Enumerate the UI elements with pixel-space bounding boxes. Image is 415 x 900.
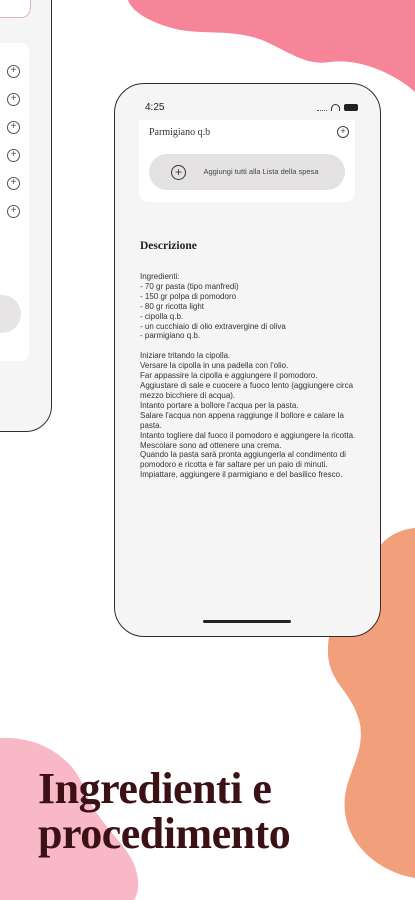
- add-circle-icon: +: [7, 65, 20, 78]
- status-icons: [317, 103, 358, 111]
- step-line: Quando la pasta sarà pronta aggiungerla al condimento di pomodoro e ricotta e far saltare per un paio di minuti.: [140, 450, 346, 470]
- add-circle-icon: +: [7, 121, 20, 134]
- headline-line-2: procedimento: [38, 809, 291, 858]
- add-circle-icon: +: [7, 177, 20, 190]
- home-indicator: [203, 620, 291, 623]
- headline-line-1: Ingredienti e: [38, 764, 272, 813]
- status-time: 4:25: [145, 102, 165, 113]
- add-all-button-label: Aggiungi tutti alla Lista della spesa: [203, 167, 319, 176]
- ingredient-line: - 150 gr polpa di pomodoro: [140, 291, 237, 301]
- background-button-stub: [0, 295, 21, 333]
- paragraph-gap: [140, 341, 362, 351]
- pink-blob-top-right-shape: [128, 0, 415, 92]
- signal-icon: [317, 103, 327, 111]
- promo-headline: [38, 766, 290, 856]
- step-line: Impiattare, aggiungere il parmigiano e del basilico fresco.: [140, 470, 343, 480]
- ingredient-line: - 70 gr pasta (tipo manfredi): [140, 281, 239, 291]
- step-line: Far appassire la cipolla e aggiungere il pomodoro.: [140, 371, 318, 381]
- battery-icon: [344, 104, 358, 111]
- phone-mockup: [114, 83, 381, 637]
- add-circle-icon: +: [7, 205, 20, 218]
- ingredient-line: - 80 gr ricotta light: [140, 301, 205, 311]
- add-circle-icon: +: [7, 93, 20, 106]
- ingredient-line: - parmigiano q.b.: [140, 331, 201, 341]
- step-line: Intanto portare a bollore l'acqua per la pasta.: [140, 400, 299, 410]
- background-ingredient-list: [0, 43, 29, 361]
- add-circle-icon[interactable]: +: [337, 126, 349, 138]
- ingredient-line: - un cucchiaio di olio extravergine di oliva: [140, 321, 286, 331]
- step-line: Versare la cipolla in una padella con l'olio.: [140, 361, 289, 371]
- ingredient-line: - cipolla q.b.: [140, 311, 184, 321]
- background-phone-mockup: [0, 0, 52, 432]
- ingredients-card: [139, 120, 355, 202]
- background-card-top: [0, 0, 31, 18]
- description-body: [140, 272, 362, 480]
- step-line: Aggiustare di sale e cuocere a fuoco lento (aggiungere circa mezzo bicchiere di acqua).: [140, 381, 354, 400]
- step-line: Intanto togliere dal fuoco il pomodoro e aggiungere la ricotta.: [140, 430, 356, 440]
- ingredients-header: Ingredienti:: [140, 272, 180, 281]
- description-title: Descrizione: [140, 240, 197, 252]
- add-all-to-shopping-list-button[interactable]: [149, 154, 345, 190]
- step-line: Iniziare tritando la cipolla.: [140, 351, 231, 361]
- add-circle-icon: +: [7, 149, 20, 162]
- add-circle-icon: +: [171, 165, 186, 180]
- step-line: Salare l'acqua non appena raggiunge il bollore e calare la pasta.: [140, 410, 344, 430]
- ingredient-name: Parmigiano q.b: [149, 126, 211, 138]
- ingredient-row: [149, 126, 349, 138]
- wifi-icon: [331, 104, 340, 111]
- step-line: Mescolare sono ad ottenere una crema.: [140, 440, 282, 450]
